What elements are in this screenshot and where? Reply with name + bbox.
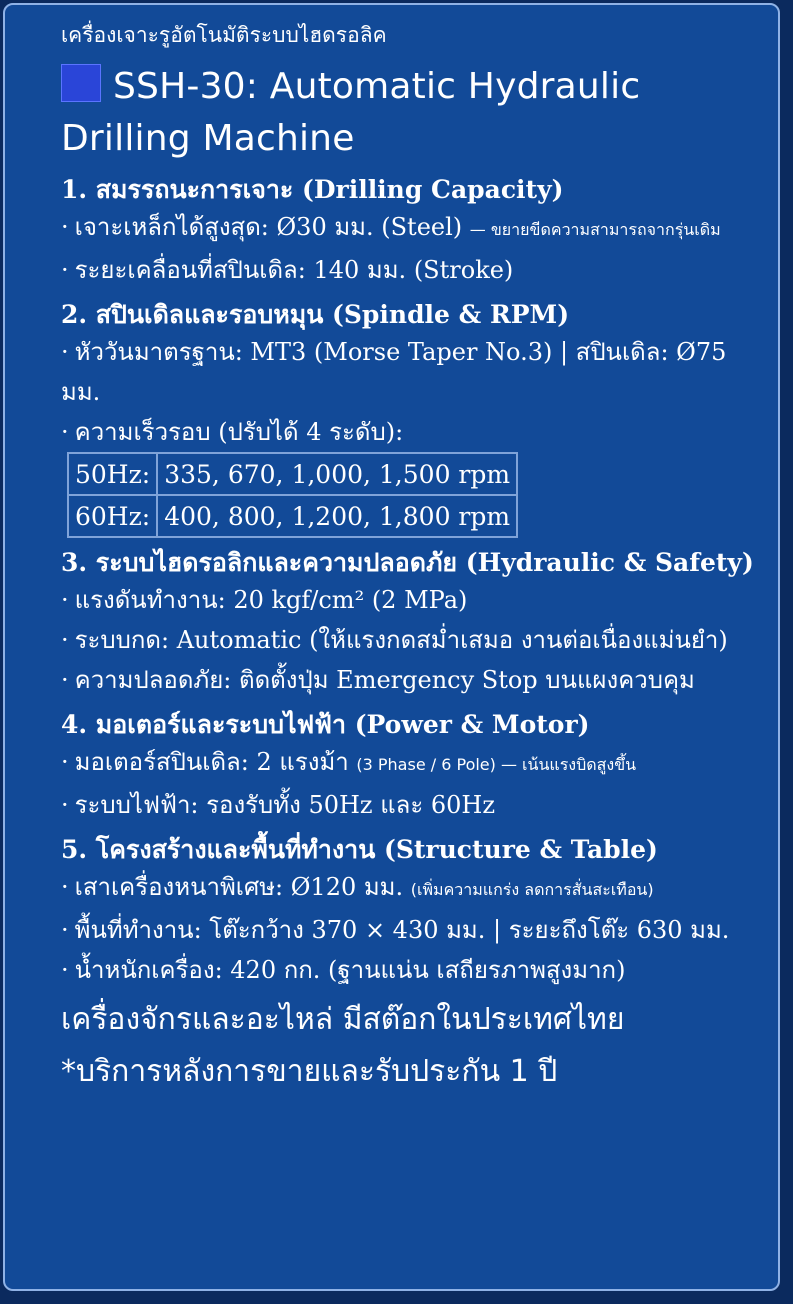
spec-card <box>3 3 780 1291</box>
speed-cell: 335, 670, 1,000, 1,500 rpm <box>157 453 517 495</box>
footer <box>61 994 766 1098</box>
spec-item: · ระบบกด: Automatic (ให้แรงกดสม่ำเสมอ งานต่อเนื่องแม่นยำ) <box>61 626 728 654</box>
table-row <box>68 453 517 495</box>
blue-square-icon <box>61 64 101 102</box>
spec-item: · ความเร็วรอบ (ปรับได้ 4 ระดับ): <box>61 418 404 446</box>
section-hydraulic-safety <box>61 546 766 700</box>
spec-item: · แรงดันทำงาน: 20 kgf/cm² (2 MPa) <box>61 586 468 614</box>
section-drilling-capacity <box>61 173 766 290</box>
section-heading: 5. โครงสร้างและพื้นที่ทำงาน (Structure & Table) <box>61 835 658 864</box>
section-heading: 2. สปินเดิลและรอบหมุน (Spindle & RPM) <box>61 300 570 329</box>
footer-stock-line: เครื่องจักรและอะไหล่ มีสต๊อกในประเทศไทย <box>61 1002 625 1037</box>
section-spindle-rpm <box>61 298 766 538</box>
section-heading: 4. มอเตอร์และระบบไฟฟ้า (Power & Motor) <box>61 710 590 739</box>
freq-cell: 60Hz: <box>68 495 157 537</box>
speed-cell: 400, 800, 1,200, 1,800 rpm <box>157 495 517 537</box>
section-heading: 3. ระบบไฮดรอลิกและความปลอดภัย (Hydraulic & Safety) <box>61 548 754 577</box>
product-title <box>61 61 766 165</box>
spec-item: · ความปลอดภัย: ติดตั้งปุ่ม Emergency Stop บนแผงควบคุม <box>61 666 695 694</box>
spec-item: · ระบบไฟฟ้า: รองรับทั้ง 50Hz และ 60Hz <box>61 791 496 819</box>
rpm-table <box>67 452 518 538</box>
section-power-motor <box>61 708 766 825</box>
spec-item: · เสาเครื่องหนาพิเศษ: Ø120 มม. (เพิ่มความแกร่ง ลดการสั่นสะเทือน) <box>61 873 654 901</box>
title-line-2: Drilling Machine <box>61 118 355 159</box>
title-line-1: SSH-30: Automatic Hydraulic <box>113 66 641 107</box>
footer-warranty-line: *บริการหลังการขายและรับประกัน 1 ปี <box>61 1054 558 1089</box>
header-thai: เครื่องเจาะรูอัตโนมัติระบบไฮดรอลิค <box>61 23 387 47</box>
freq-cell: 50Hz: <box>68 453 157 495</box>
spec-item: · พื้นที่ทำงาน: โต๊ะกว้าง 370 × 430 มม. | ระยะถึงโต๊ะ 630 มม. <box>61 916 730 944</box>
spec-item: · มอเตอร์สปินเดิล: 2 แรงม้า (3 Phase / 6 Pole) — เน้นแรงบิดสูงขึ้น <box>61 748 637 776</box>
spec-item: · ระยะเคลื่อนที่สปินเดิล: 140 มม. (Stroke) <box>61 256 514 284</box>
spec-item: · เจาะเหล็กได้สูงสุด: Ø30 มม. (Steel) — ขยายขีดความสามารถจากรุ่นเดิม <box>61 213 721 241</box>
section-heading: 1. สมรรถนะการเจาะ (Drilling Capacity) <box>61 175 564 204</box>
spec-item: · หัววันมาตรฐาน: MT3 (Morse Taper No.3) | สปินเดิล: Ø75 มม. <box>61 338 727 406</box>
table-row <box>68 495 517 537</box>
spec-item: · น้ำหนักเครื่อง: 420 กก. (ฐานแน่น เสถียรภาพสูงมาก) <box>61 956 626 984</box>
section-structure-table <box>61 833 766 990</box>
